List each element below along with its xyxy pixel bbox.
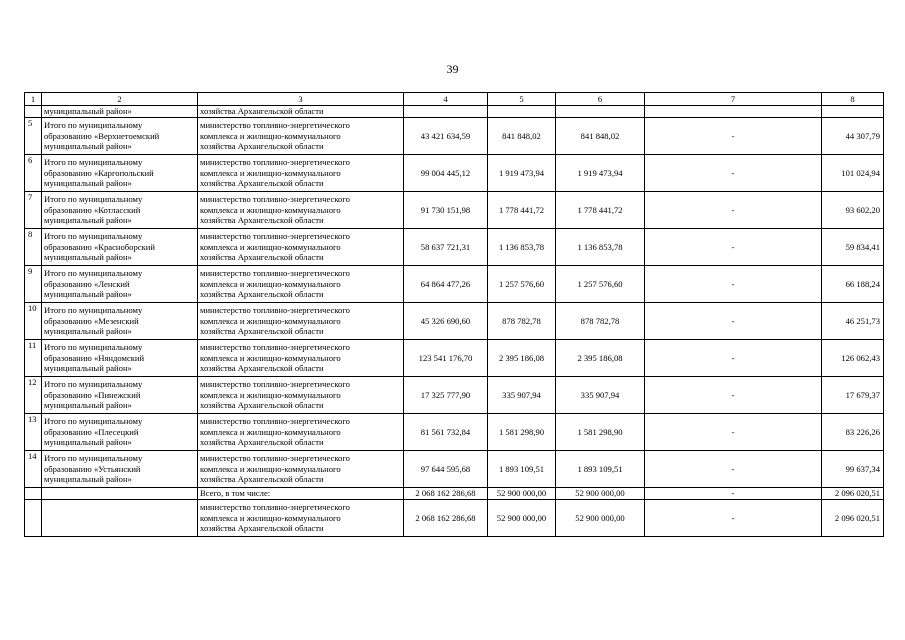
row-number: 13: [25, 414, 42, 451]
row-number: 9: [25, 266, 42, 303]
col5-value: 1 893 109,51: [488, 451, 556, 488]
col8-value: 126 062,43: [822, 340, 884, 377]
cell-line: образованию «Верхнетоемский: [44, 130, 160, 141]
header-row: [25, 93, 884, 106]
header-cell: 7: [645, 93, 822, 106]
col8-value: 101 024,94: [822, 155, 884, 192]
municipality-name: [42, 229, 198, 266]
ministry-name: [198, 414, 404, 451]
col8-value: 99 637,34: [822, 451, 884, 488]
cell-line: хозяйства Архангельской области: [200, 523, 324, 534]
col4-value: 17 325 777,90: [404, 377, 488, 414]
total-label: Всего, в том числе:: [198, 488, 404, 500]
table-body: [25, 93, 884, 537]
ministry-name: [198, 192, 404, 229]
col4-value: 64 864 477,26: [404, 266, 488, 303]
row-number: 10: [25, 303, 42, 340]
cell-line: образованию «Каргопольский: [44, 167, 154, 178]
table-row: [25, 229, 884, 266]
cell-line: министерство топливно-энергетического: [200, 268, 350, 279]
cell-line: комплекса и жилищно-коммунального: [200, 278, 341, 289]
cell-line: хозяйства Архангельской области: [200, 474, 324, 485]
total-row: [25, 488, 884, 500]
cell-line: муниципальный район»: [44, 178, 132, 189]
cell-line: муниципальный район»: [44, 437, 132, 448]
ministry-total-name: [198, 500, 404, 537]
col5-value: 878 782,78: [488, 303, 556, 340]
ministry-name: [198, 155, 404, 192]
cell-line: образованию «Котласский: [44, 204, 141, 215]
col4-value: 81 561 732,84: [404, 414, 488, 451]
cell-line: Итого по муниципальному: [44, 268, 143, 279]
cell-line: Итого по муниципальному: [44, 231, 143, 242]
ministry-total-empty-1: [25, 500, 42, 537]
col4-value: 45 326 690,60: [404, 303, 488, 340]
cell-line: муниципальный район»: [44, 474, 132, 485]
header-cell: 2: [42, 93, 198, 106]
cell-line: комплекса и жилищно-коммунального: [200, 389, 341, 400]
municipality-name: [42, 377, 198, 414]
col7-value: -: [645, 192, 822, 229]
col4-value: 97 644 595,68: [404, 451, 488, 488]
ministry-name: [198, 266, 404, 303]
continuation-ministry: хозяйства Архангельской области: [198, 106, 404, 118]
cell-line: Итого по муниципальному: [44, 342, 143, 353]
col6-value: 335 907,94: [556, 377, 645, 414]
ministry-name: [198, 229, 404, 266]
continuation-row: [25, 106, 884, 118]
row-number: 6: [25, 155, 42, 192]
ministry-total-empty-2: [42, 500, 198, 537]
cell-line: муниципальный район»: [44, 400, 132, 411]
col5-value: 1 778 441,72: [488, 192, 556, 229]
cell-line: министерство топливно-энергетического: [200, 231, 350, 242]
ministry-name: [198, 340, 404, 377]
col6-value: 1 778 441,72: [556, 192, 645, 229]
table-row: [25, 118, 884, 155]
cell-line: министерство топливно-энергетического: [200, 453, 350, 464]
col7-value: -: [645, 229, 822, 266]
cell-line: Итого по муниципальному: [44, 157, 143, 168]
row-number: 5: [25, 118, 42, 155]
col5-value: 2 395 186,08: [488, 340, 556, 377]
cell-line: муниципальный район»: [44, 326, 132, 337]
table-row: [25, 155, 884, 192]
total-col4: 2 068 162 286,68: [404, 488, 488, 500]
col7-value: -: [645, 155, 822, 192]
cell-line: Итого по муниципальному: [44, 120, 143, 131]
col6-value: 841 848,02: [556, 118, 645, 155]
cell-line: образованию «Мезенский: [44, 315, 139, 326]
cell-line: комплекса и жилищно-коммунального: [200, 512, 341, 523]
cell-line: министерство топливно-энергетического: [200, 194, 350, 205]
ministry-name: [198, 118, 404, 155]
cell-line: комплекса и жилищно-коммунального: [200, 130, 341, 141]
col6-value: 1 257 576,60: [556, 266, 645, 303]
cell-line: хозяйства Архангельской области: [200, 289, 324, 300]
cell-line: образованию «Ленский: [44, 278, 130, 289]
col8-value: 46 251,73: [822, 303, 884, 340]
table-row: [25, 192, 884, 229]
ministry-total-row: [25, 500, 884, 537]
header-cell: 4: [404, 93, 488, 106]
cell-line: образованию «Пинежский: [44, 389, 141, 400]
cell-line: комплекса и жилищно-коммунального: [200, 463, 341, 474]
cell-line: министерство топливно-энергетического: [200, 120, 350, 131]
cell-line: образованию «Устьянский: [44, 463, 141, 474]
header-cell: 1: [25, 93, 42, 106]
ministry-name: [198, 451, 404, 488]
cell-line: хозяйства Архангельской области: [200, 252, 324, 263]
col5-value: 1 581 298,90: [488, 414, 556, 451]
municipality-name: [42, 266, 198, 303]
cell-line: Итого по муниципальному: [44, 305, 143, 316]
municipality-name: [42, 303, 198, 340]
col7-value: -: [645, 340, 822, 377]
table-row: [25, 303, 884, 340]
cell-line: комплекса и жилищно-коммунального: [200, 167, 341, 178]
total-col5: 52 900 000,00: [488, 488, 556, 500]
cell-line: комплекса и жилищно-коммунального: [200, 241, 341, 252]
col7-value: -: [645, 414, 822, 451]
cell-line: хозяйства Архангельской области: [200, 437, 324, 448]
col8-value: 59 834,41: [822, 229, 884, 266]
cell-line: министерство топливно-энергетического: [200, 416, 350, 427]
ministry-name: [198, 377, 404, 414]
ministry-total-col8: 2 096 020,51: [822, 500, 884, 537]
cell-line: комплекса и жилищно-коммунального: [200, 204, 341, 215]
col4-value: 58 637 721,31: [404, 229, 488, 266]
cell-line: комплекса и жилищно-коммунального: [200, 315, 341, 326]
col6-value: 878 782,78: [556, 303, 645, 340]
municipality-name: [42, 414, 198, 451]
cell-line: хозяйства Архангельской области: [200, 141, 324, 152]
row-number: 12: [25, 377, 42, 414]
table-row: [25, 451, 884, 488]
table-row: [25, 414, 884, 451]
col7-value: -: [645, 266, 822, 303]
col5-value: 1 257 576,60: [488, 266, 556, 303]
cell-line: хозяйства Архангельской области: [200, 215, 324, 226]
header-cell: 5: [488, 93, 556, 106]
col6-value: 2 395 186,08: [556, 340, 645, 377]
cell-line: Итого по муниципальному: [44, 416, 143, 427]
col8-value: 44 307,79: [822, 118, 884, 155]
cell-line: министерство топливно-энергетического: [200, 379, 350, 390]
col6-value: 1 136 853,78: [556, 229, 645, 266]
cell-line: муниципальный район»: [44, 215, 132, 226]
table-row: [25, 340, 884, 377]
col7-value: -: [645, 377, 822, 414]
cell-line: хозяйства Архангельской области: [200, 363, 324, 374]
col4-value: 99 004 445,12: [404, 155, 488, 192]
cell-line: образованию «Плесецкий: [44, 426, 139, 437]
ministry-name: [198, 303, 404, 340]
cell-line: муниципальный район»: [44, 363, 132, 374]
header-cell: 8: [822, 93, 884, 106]
ministry-total-col4: 2 068 162 286,68: [404, 500, 488, 537]
total-col6: 52 900 000,00: [556, 488, 645, 500]
col8-value: 83 226,26: [822, 414, 884, 451]
table-row: [25, 377, 884, 414]
header-cell: 6: [556, 93, 645, 106]
cell-line: комплекса и жилищно-коммунального: [200, 352, 341, 363]
cell-line: хозяйства Архангельской области: [200, 326, 324, 337]
col4-value: 91 730 151,98: [404, 192, 488, 229]
cell-line: Итого по муниципальному: [44, 194, 143, 205]
municipality-name: [42, 340, 198, 377]
ministry-total-col6: 52 900 000,00: [556, 500, 645, 537]
col5-value: 1 919 473,94: [488, 155, 556, 192]
municipality-name: [42, 451, 198, 488]
cell-line: Итого по муниципальному: [44, 379, 143, 390]
row-number: 7: [25, 192, 42, 229]
cell-line: образованию «Красноборский: [44, 241, 155, 252]
table-row: [25, 266, 884, 303]
col5-value: 1 136 853,78: [488, 229, 556, 266]
cell-line: Итого по муниципальному: [44, 453, 143, 464]
col6-value: 1 581 298,90: [556, 414, 645, 451]
cell-line: комплекса и жилищно-коммунального: [200, 426, 341, 437]
budget-table: [24, 92, 884, 537]
cell-line: хозяйства Архангельской области: [200, 178, 324, 189]
cell-line: министерство топливно-энергетического: [200, 157, 350, 168]
col5-value: 841 848,02: [488, 118, 556, 155]
cell-line: муниципальный район»: [44, 289, 132, 300]
col8-value: 17 679,37: [822, 377, 884, 414]
col7-value: -: [645, 303, 822, 340]
col4-value: 123 541 176,70: [404, 340, 488, 377]
municipality-name: [42, 118, 198, 155]
col4-value: 43 421 634,59: [404, 118, 488, 155]
ministry-total-col5: 52 900 000,00: [488, 500, 556, 537]
cell-line: министерство топливно-энергетического: [200, 305, 350, 316]
cell-line: хозяйства Архангельской области: [200, 400, 324, 411]
municipality-name: [42, 192, 198, 229]
cell-line: муниципальный район»: [44, 141, 132, 152]
col5-value: 335 907,94: [488, 377, 556, 414]
total-col7: -: [645, 488, 822, 500]
continuation-name: муниципальный район»: [42, 106, 198, 118]
col7-value: -: [645, 451, 822, 488]
col6-value: 1 893 109,51: [556, 451, 645, 488]
cell-line: образованию «Няндомский: [44, 352, 145, 363]
cell-line: министерство топливно-энергетического: [200, 342, 350, 353]
row-number: 14: [25, 451, 42, 488]
row-number: 11: [25, 340, 42, 377]
col8-value: 93 602,20: [822, 192, 884, 229]
ministry-total-col7: -: [645, 500, 822, 537]
total-empty-2: [42, 488, 198, 500]
total-col8: 2 096 020,51: [822, 488, 884, 500]
page-number: 39: [446, 62, 459, 76]
total-empty-1: [25, 488, 42, 500]
row-number: 8: [25, 229, 42, 266]
col7-value: -: [645, 118, 822, 155]
col8-value: 66 188,24: [822, 266, 884, 303]
col6-value: 1 919 473,94: [556, 155, 645, 192]
municipality-name: [42, 155, 198, 192]
header-cell: 3: [198, 93, 404, 106]
cell-line: министерство топливно-энергетического: [200, 502, 350, 513]
cell-line: муниципальный район»: [44, 252, 132, 263]
